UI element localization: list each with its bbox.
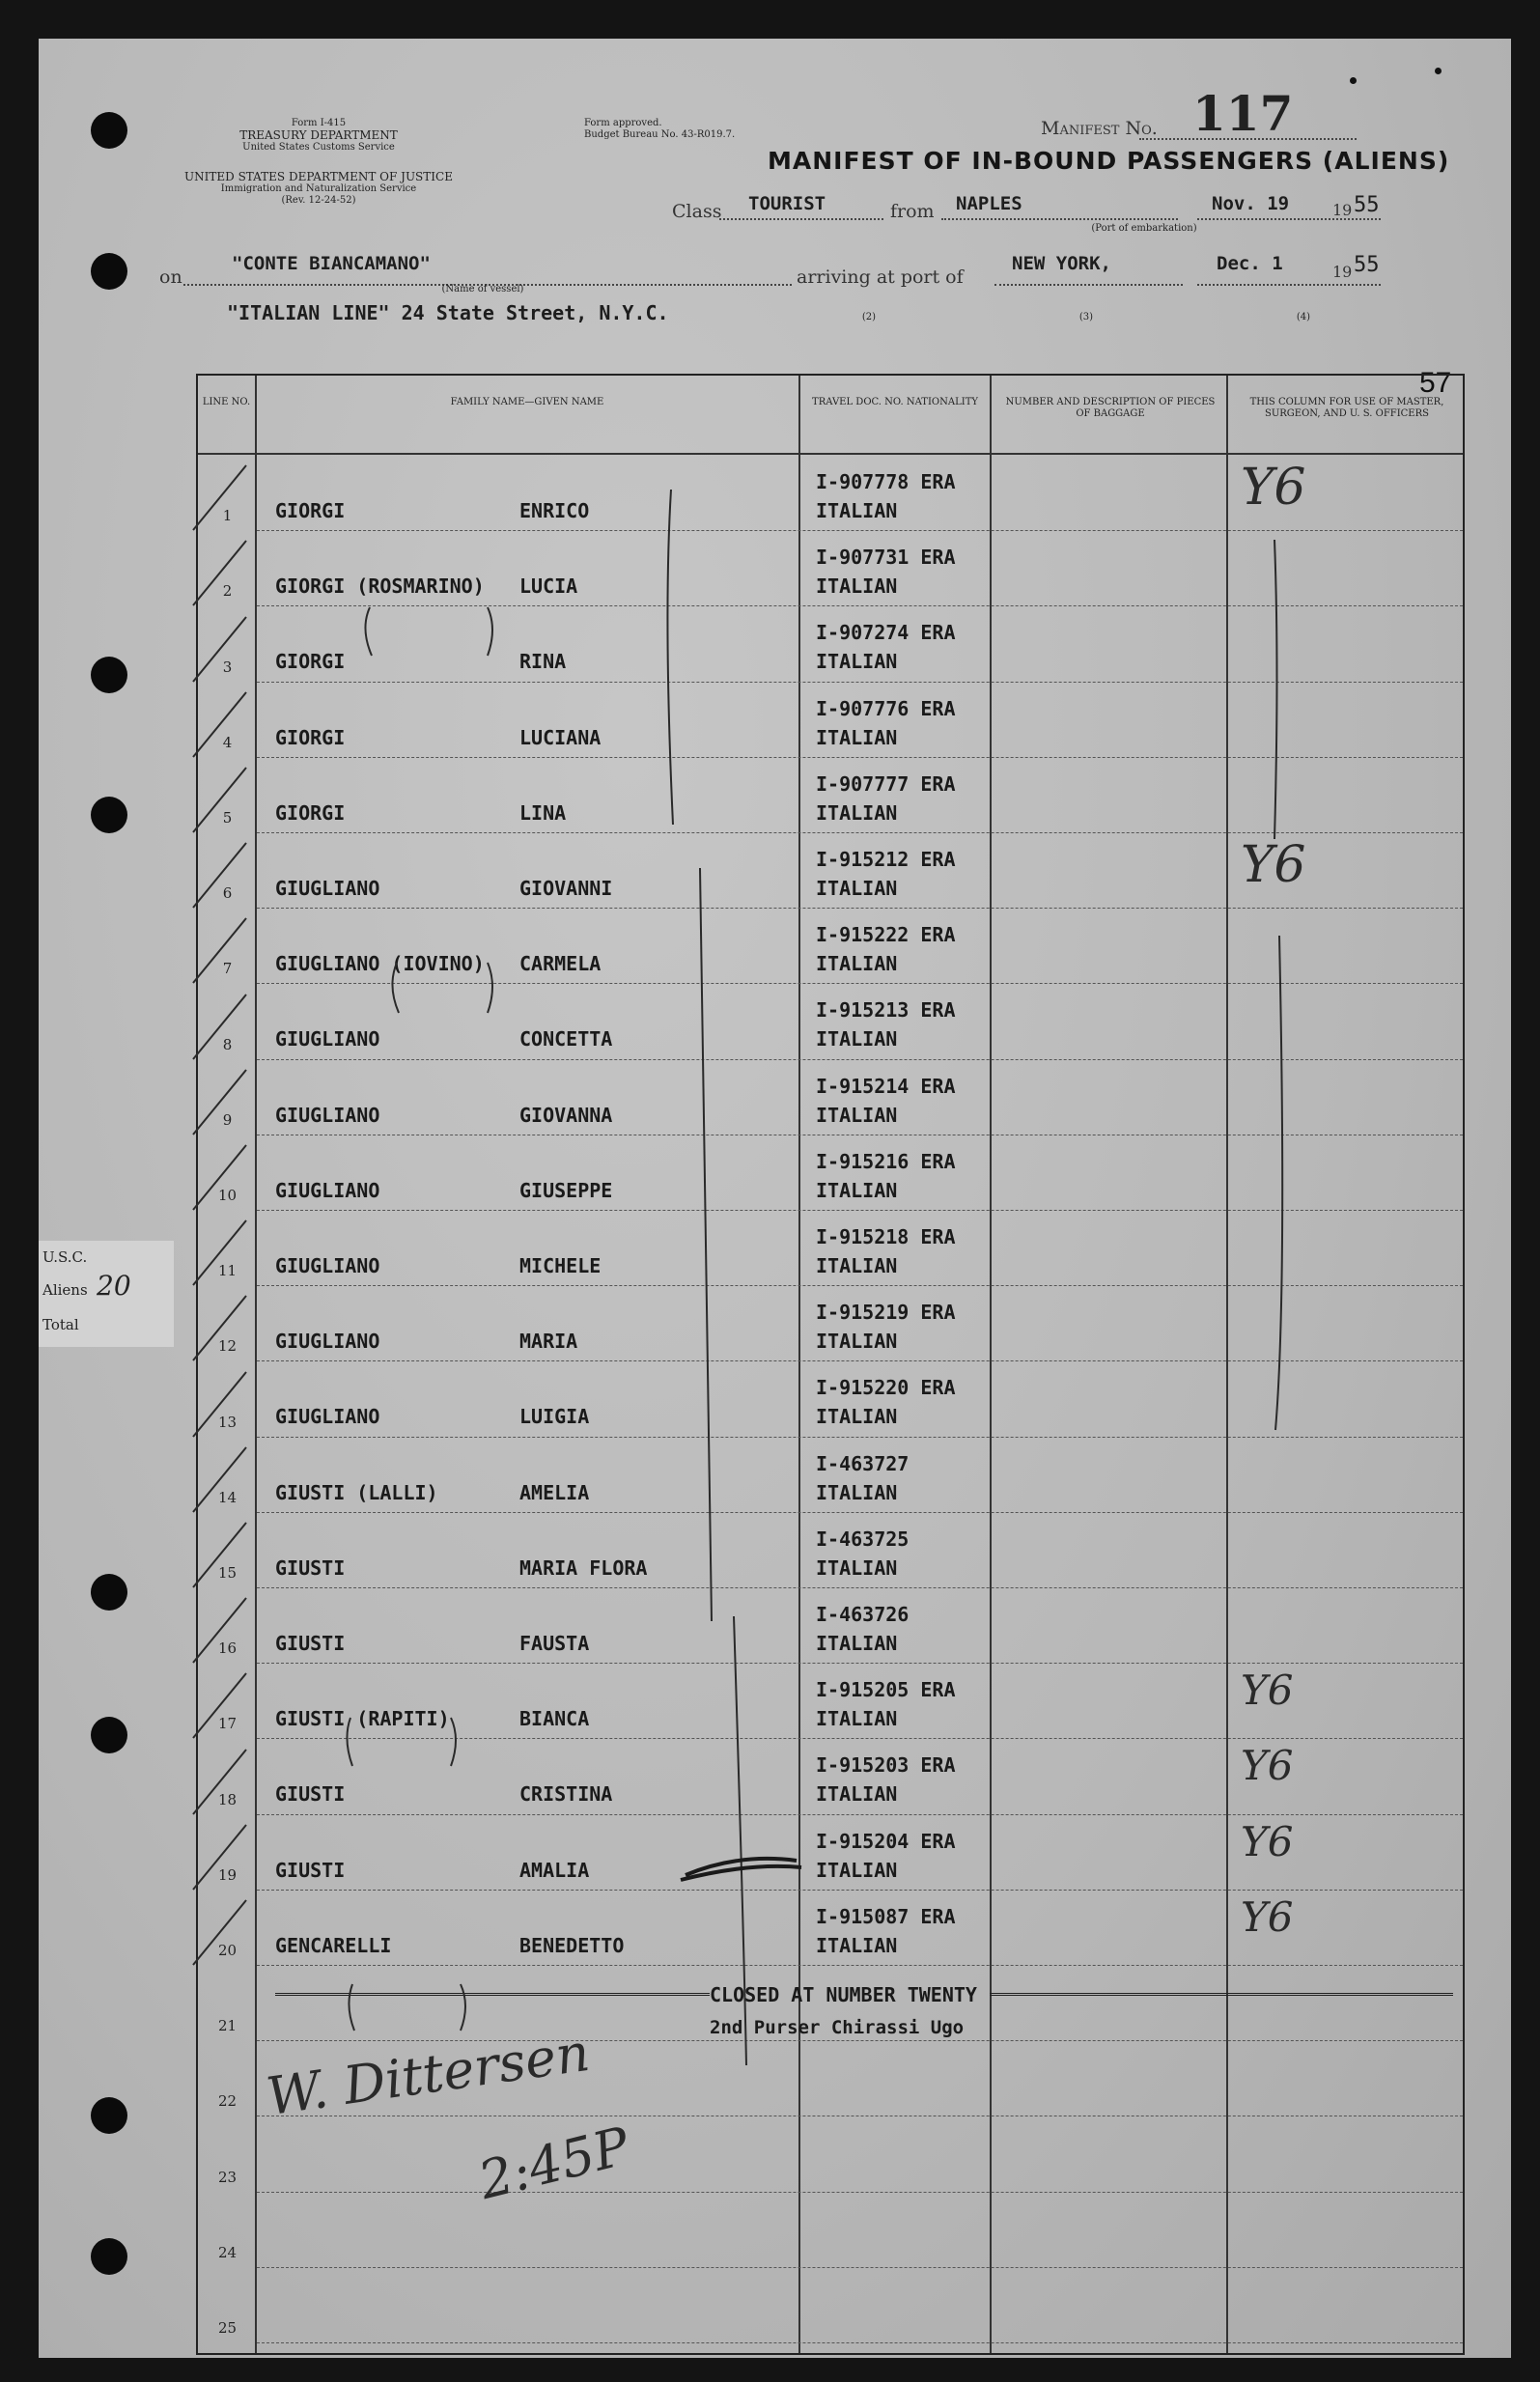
- travel-doc-number: I-915205 ERA: [816, 1678, 956, 1702]
- speck: [1350, 77, 1357, 84]
- header-divider: [198, 453, 1463, 455]
- given-name: GIUSEPPE: [519, 1178, 613, 1202]
- travel-doc-number: I-915222 ERA: [816, 923, 956, 947]
- row-divider: [257, 1512, 1463, 1513]
- row-divider: [257, 682, 1463, 683]
- travel-doc-number: I-915214 ERA: [816, 1074, 956, 1098]
- given-name: GIOVANNA: [519, 1103, 613, 1127]
- class-value: TOURIST: [748, 193, 826, 214]
- arrival-port: NEW YORK,: [1012, 253, 1111, 274]
- family-name: GIUSTI (RAPITI): [275, 1707, 450, 1731]
- nationality: ITALIAN: [816, 1858, 898, 1882]
- officer-mark: Y6: [1241, 459, 1306, 517]
- check-mark: [188, 609, 256, 687]
- line-number: 2: [222, 582, 233, 601]
- family-name: GIUGLIANO: [275, 1330, 380, 1354]
- bracket-giugliano: [700, 868, 712, 1621]
- departure-year-prefix: 19: [1332, 201, 1353, 219]
- header-name: FAMILY NAME—GIVEN NAME: [450, 397, 604, 407]
- rosmarino-parens: [365, 607, 492, 656]
- manifest-number-label: Manifest No.: [1041, 118, 1158, 139]
- nationality: ITALIAN: [816, 800, 898, 825]
- check-mark: [188, 685, 256, 762]
- nationality: ITALIAN: [816, 1103, 898, 1127]
- line-number: 9: [222, 1110, 233, 1129]
- line-number: 19: [217, 1865, 238, 1884]
- header-officers: THIS COLUMN FOR USE OF MASTER, SURGEON, AND U. S. OFFICERS: [1249, 397, 1444, 419]
- check-mark: [188, 1062, 256, 1139]
- travel-doc-number: I-915220 ERA: [816, 1376, 956, 1400]
- row-divider: [257, 1890, 1463, 1891]
- row-divider: [257, 1285, 1463, 1286]
- given-name: CRISTINA: [519, 1782, 613, 1807]
- departure-line: [1197, 218, 1381, 220]
- officer-bracket-1: [1274, 540, 1277, 839]
- travel-doc-number: I-915216 ERA: [816, 1149, 956, 1173]
- nationality: ITALIAN: [816, 1178, 898, 1202]
- punch-hole: [91, 797, 127, 833]
- family-name: GIORGI: [275, 800, 346, 825]
- given-name: CARMELA: [519, 952, 602, 976]
- travel-doc-number: I-915213 ERA: [816, 998, 956, 1023]
- arrival-year: 55: [1354, 253, 1380, 277]
- nationality: ITALIAN: [816, 1555, 898, 1580]
- line-number: 3: [222, 658, 233, 676]
- treasury-department: TREASURY DEPARTMENT: [239, 128, 398, 142]
- column-divider: [990, 376, 992, 2353]
- row-divider: [257, 983, 1463, 984]
- customs-service: United States Customs Service: [242, 142, 395, 153]
- check-mark: [188, 533, 256, 610]
- nationality: ITALIAN: [816, 1632, 898, 1655]
- officer-mark: Y6: [1241, 1667, 1294, 1715]
- punch-hole: [91, 2238, 127, 2275]
- given-name: LINA: [519, 800, 567, 825]
- check-mark: [188, 1666, 256, 1743]
- row-divider: [257, 2267, 1463, 2268]
- nationality: ITALIAN: [816, 952, 898, 976]
- line-number: 17: [217, 1715, 238, 1733]
- family-name: GIUGLIANO: [275, 877, 380, 900]
- check-mark: [188, 835, 256, 912]
- page-number: 57: [1419, 367, 1452, 399]
- row-divider: [257, 2342, 1463, 2343]
- port-line: [994, 284, 1183, 286]
- nationality: ITALIAN: [816, 574, 898, 599]
- check-mark: [188, 1515, 256, 1592]
- line-number: 14: [217, 1488, 238, 1506]
- check-mark: [188, 1364, 256, 1442]
- nationality: ITALIAN: [816, 1933, 898, 1957]
- officer-signature: W. Dittersen: [263, 2021, 594, 2128]
- line-number: 18: [217, 1790, 238, 1808]
- line-number: 7: [222, 960, 233, 978]
- row-divider: [257, 530, 1463, 531]
- nationality: ITALIAN: [816, 650, 898, 674]
- line-number: 15: [217, 1564, 238, 1582]
- closing-dashes: [275, 1993, 710, 2007]
- check-mark: [188, 1288, 256, 1365]
- family-name: GIUSTI (LALLI): [275, 1480, 438, 1504]
- line-address: "ITALIAN LINE" 24 State Street, N.Y.C.: [227, 301, 669, 324]
- on-label: on: [159, 266, 182, 288]
- given-name: CONCETTA: [519, 1027, 613, 1051]
- family-name: GIUSTI: [275, 1782, 346, 1807]
- stamp-aliens-count: 20: [97, 1270, 131, 1302]
- row-divider: [257, 832, 1463, 833]
- stamp-total-label: Total: [42, 1316, 79, 1333]
- nationality: ITALIAN: [816, 1027, 898, 1051]
- column-4-number: (4): [1296, 312, 1311, 322]
- check-mark: [188, 458, 256, 535]
- from-value: NAPLES: [956, 193, 1022, 214]
- travel-doc-number: I-463725: [816, 1527, 910, 1551]
- family-name: GIUSTI: [275, 1555, 346, 1580]
- family-name: GIORGI: [275, 650, 346, 674]
- from-line: [941, 218, 1178, 220]
- check-mark: [188, 1590, 256, 1667]
- family-name: GIORGI: [275, 499, 346, 522]
- class-label: Class: [672, 201, 722, 222]
- family-name: GIORGI (ROSMARINO): [275, 574, 485, 599]
- nationality: ITALIAN: [816, 725, 898, 749]
- header-travel-doc: TRAVEL DOC. NO. NATIONALITY: [812, 397, 978, 407]
- travel-doc-number: I-915212 ERA: [816, 848, 956, 871]
- purser-name: 2nd Purser Chirassi Ugo: [710, 2017, 965, 2038]
- check-mark: [188, 1137, 256, 1215]
- column-3-number: (3): [1078, 312, 1094, 322]
- family-name: GIUGLIANO (IOVINO): [275, 952, 485, 976]
- departure-year: 55: [1354, 193, 1380, 217]
- line-number: 21: [217, 2017, 238, 2035]
- header-baggage: NUMBER AND DESCRIPTION OF PIECES OF BAGGAGE: [1005, 397, 1216, 419]
- travel-doc-number: I-907778 ERA: [816, 470, 956, 493]
- manifest-number: 117: [1192, 85, 1294, 142]
- family-name: GIORGI: [275, 725, 346, 749]
- ins-service: Immigration and Naturalization Service: [220, 183, 417, 194]
- row-divider: [257, 605, 1463, 606]
- row-divider: [257, 1663, 1463, 1664]
- arriving-label: arriving at port of: [797, 266, 964, 288]
- given-name: MICHELE: [519, 1254, 602, 1277]
- row-divider: [257, 1210, 1463, 1211]
- given-name: BENEDETTO: [519, 1933, 625, 1957]
- embarkation-caption: (Port of embarkation): [1091, 223, 1197, 234]
- given-name: GIOVANNI: [519, 877, 613, 900]
- travel-doc-number: I-907777 ERA: [816, 771, 956, 796]
- given-name: ENRICO: [519, 499, 590, 522]
- line-number: 24: [217, 2243, 238, 2261]
- column-divider: [1226, 376, 1228, 2353]
- bracket-giorgi: [667, 490, 673, 825]
- given-name: FAUSTA: [519, 1632, 590, 1655]
- row-divider: [257, 757, 1463, 758]
- officer-mark: Y6: [1241, 1742, 1294, 1790]
- check-mark: [188, 987, 256, 1064]
- check-mark: [188, 1742, 256, 1819]
- form-revision: (Rev. 12-24-52): [281, 195, 356, 206]
- column-divider: [798, 376, 800, 2353]
- line-number: 1: [222, 507, 233, 525]
- justice-department: UNITED STATES DEPARTMENT OF JUSTICE: [184, 170, 453, 183]
- form-approved: Form approved.: [584, 118, 662, 128]
- row-divider: [257, 2192, 1463, 2193]
- rapiti-parens: [349, 1984, 465, 2031]
- nationality: ITALIAN: [816, 1707, 898, 1731]
- given-name: LUCIANA: [519, 725, 602, 749]
- nationality: ITALIAN: [816, 1480, 898, 1504]
- ink-scribble: [681, 1859, 801, 1880]
- arrival-year-prefix: 19: [1332, 263, 1353, 281]
- class-line: [719, 218, 883, 220]
- row-divider: [257, 1587, 1463, 1588]
- inspection-time: 2:45P: [472, 2115, 635, 2212]
- travel-doc-number: I-463727: [816, 1451, 910, 1475]
- stamp-aliens-label: Aliens: [42, 1281, 88, 1299]
- travel-doc-number: I-915219 ERA: [816, 1301, 956, 1325]
- nationality: ITALIAN: [816, 1330, 898, 1354]
- closing-text: CLOSED AT NUMBER TWENTY: [710, 1983, 977, 2006]
- given-name: AMELIA: [519, 1480, 590, 1504]
- line-number: 23: [217, 2168, 238, 2186]
- family-name: GIUGLIANO: [275, 1178, 380, 1202]
- punch-hole: [91, 253, 127, 290]
- row-divider: [257, 1437, 1463, 1438]
- officer-mark: Y6: [1241, 836, 1306, 894]
- punch-hole: [91, 1717, 127, 1753]
- check-mark: [188, 1817, 256, 1894]
- given-name: RINA: [519, 650, 567, 674]
- line-number: 4: [222, 733, 233, 751]
- family-name: GIUSTI: [275, 1858, 346, 1882]
- family-name: GIUGLIANO: [275, 1405, 380, 1429]
- given-name: MARIA: [519, 1330, 578, 1354]
- punch-hole: [91, 657, 127, 693]
- line-number: 8: [222, 1035, 233, 1053]
- travel-doc-number: I-907731 ERA: [816, 546, 956, 570]
- travel-doc-number: I-463726: [816, 1603, 910, 1626]
- check-mark: [188, 760, 256, 837]
- officer-bracket-2: [1275, 936, 1282, 1430]
- line-number: 6: [222, 884, 233, 903]
- from-label: from: [890, 201, 935, 222]
- travel-doc-number: I-915204 ERA: [816, 1829, 956, 1853]
- nationality: ITALIAN: [816, 877, 898, 900]
- family-name: GIUSTI: [275, 1632, 346, 1655]
- given-name: AMALIA: [519, 1858, 590, 1882]
- departure-date: Nov. 19: [1212, 193, 1290, 214]
- family-name: GIUGLIANO: [275, 1103, 380, 1127]
- travel-doc-number: I-907776 ERA: [816, 696, 956, 720]
- given-name: MARIA FLORA: [519, 1555, 648, 1580]
- travel-doc-number: I-915087 ERA: [816, 1904, 956, 1928]
- nationality: ITALIAN: [816, 1254, 898, 1277]
- punch-hole: [91, 112, 127, 149]
- officer-mark: Y6: [1241, 1817, 1294, 1865]
- line-number: 12: [217, 1337, 238, 1356]
- arrival-date: Dec. 1: [1217, 253, 1283, 274]
- vessel-caption: (Name of vessel): [441, 284, 524, 294]
- family-name: GENCARELLI: [275, 1933, 392, 1957]
- travel-doc-number: I-907274 ERA: [816, 621, 956, 645]
- line-number: 11: [217, 1262, 238, 1280]
- row-divider: [257, 908, 1463, 909]
- given-name: LUCIA: [519, 574, 578, 599]
- closing-dashes: [990, 1993, 1453, 2007]
- nationality: ITALIAN: [816, 1405, 898, 1429]
- row-divider: [257, 1059, 1463, 1060]
- line-number: 25: [217, 2319, 238, 2337]
- line-number: 5: [222, 809, 233, 827]
- officer-mark: Y6: [1241, 1892, 1294, 1941]
- page-title: MANIFEST OF IN-BOUND PASSENGERS (ALIENS): [768, 147, 1450, 175]
- column-2-number: (2): [861, 312, 877, 322]
- row-divider: [257, 2040, 1463, 2041]
- row-divider: [257, 1965, 1463, 1966]
- vessel-name: "CONTE BIANCAMANO": [232, 253, 431, 274]
- nationality: ITALIAN: [816, 1782, 898, 1807]
- row-divider: [257, 1738, 1463, 1739]
- passenger-table: [196, 374, 1465, 2355]
- line-number: 13: [217, 1413, 238, 1431]
- given-name: BIANCA: [519, 1707, 590, 1731]
- manifest-sheet: [39, 39, 1511, 2358]
- family-name: GIUGLIANO: [275, 1027, 380, 1051]
- manifest-number-line: [1139, 138, 1357, 140]
- row-divider: [257, 1814, 1463, 1815]
- check-mark: [188, 1440, 256, 1517]
- punch-hole: [91, 1574, 127, 1611]
- form-number: Form I-415: [291, 118, 347, 128]
- travel-doc-number: I-915218 ERA: [816, 1225, 956, 1248]
- punch-hole: [91, 2097, 127, 2134]
- family-name: GIUGLIANO: [275, 1254, 380, 1277]
- given-name: LUIGIA: [519, 1405, 590, 1429]
- travel-doc-number: I-915203 ERA: [816, 1753, 956, 1778]
- line-number: 20: [217, 1942, 238, 1959]
- check-mark: [188, 1892, 256, 1970]
- line-number: 16: [217, 1639, 238, 1658]
- check-mark: [188, 1213, 256, 1290]
- nationality: ITALIAN: [816, 499, 898, 522]
- budget-bureau: Budget Bureau No. 43-R019.7.: [584, 129, 736, 140]
- row-divider: [257, 1360, 1463, 1361]
- tally-stamp: [39, 1241, 174, 1347]
- header-line-no: LINE NO.: [202, 397, 251, 407]
- stamp-line-1: U.S.C.: [42, 1248, 88, 1266]
- speck: [1435, 68, 1442, 74]
- arrival-line: [1197, 284, 1381, 286]
- check-mark: [188, 911, 256, 988]
- line-number: 10: [217, 1187, 238, 1204]
- line-number: 22: [217, 2092, 238, 2111]
